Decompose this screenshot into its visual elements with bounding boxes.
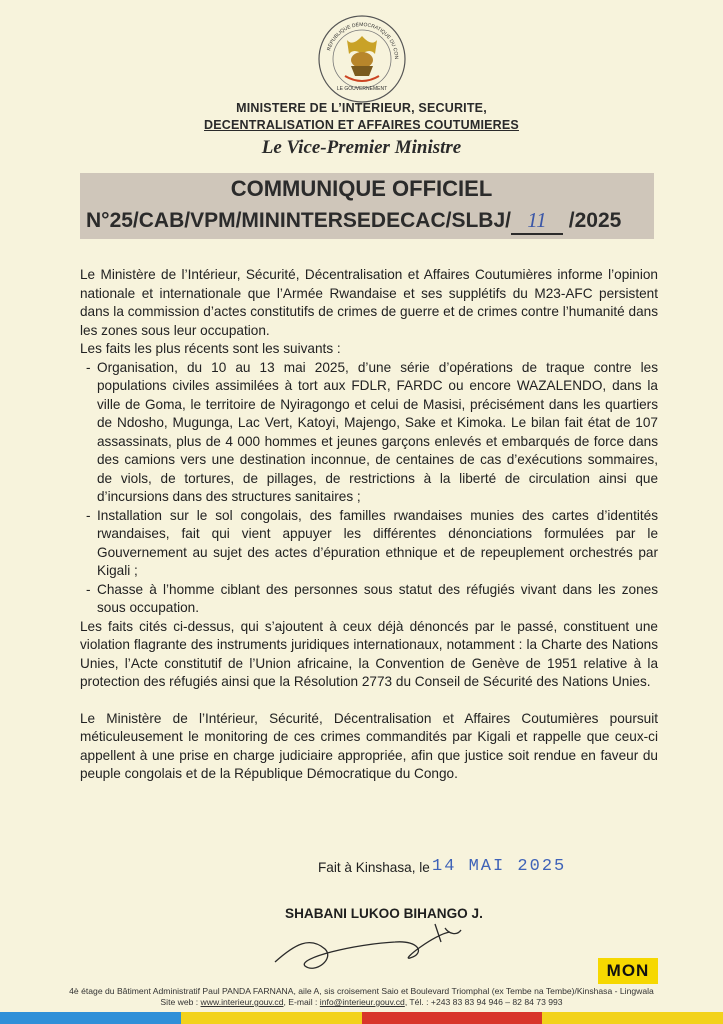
flag-color-bar bbox=[0, 1012, 723, 1024]
email-label: , E-mail : bbox=[283, 997, 320, 1007]
document-title: COMMUNIQUE OFFICIEL bbox=[230, 176, 493, 201]
svg-text:LE GOUVERNEMENT: LE GOUVERNEMENT bbox=[336, 86, 388, 92]
document-reference bbox=[86, 208, 656, 235]
svg-text:RÉPUBLIQUE DÉMOCRATIQUE DU CON: RÉPUBLIQUE DÉMOCRATIQUE DU CON bbox=[326, 21, 400, 60]
date-stamp: 14 MAI 2025 bbox=[432, 857, 567, 876]
reference-number-handwritten: 11 bbox=[511, 208, 563, 235]
conclusion-paragraph: Le Ministère de l’Intérieur, Sécurité, Décentralisation et Affaires Coutumières poursuit méticuleusement le monitoring de ces crimes commandités par Kigali et rappelle que ceux-ci appellent à une prise en charge judiciaire appropriée, afin que justice soit rendue en faveur du peuple congolais et de la République Démocratique du Congo. bbox=[80, 710, 658, 781]
facts-heading: Les faits les plus récents sont les suivants : bbox=[80, 341, 341, 356]
signatory-name: SHABANI LUKOO BIHANGO J. bbox=[285, 906, 483, 921]
handwritten-signature bbox=[235, 914, 515, 984]
flag-red-segment bbox=[362, 1012, 543, 1024]
reference-suffix: /2025 bbox=[562, 209, 622, 232]
flag-yellow-segment bbox=[181, 1012, 362, 1024]
ministry-name-line1: MINISTERE DE L’INTERIEUR, SECURITE, bbox=[236, 101, 487, 115]
email-link[interactable]: info@interieur.gouv.cd bbox=[319, 997, 405, 1007]
phone-numbers: , Tél. : +243 83 83 94 946 – 82 84 73 993 bbox=[404, 997, 563, 1007]
seal-bottom-text bbox=[0, 0, 1, 1]
seal-top-text bbox=[0, 0, 1, 1]
ministry-name-line2: DECENTRALISATION ET AFFAIRES COUTUMIERES bbox=[204, 118, 519, 132]
communique-body bbox=[80, 266, 658, 784]
place-line: Fait à Kinshasa, le bbox=[318, 860, 430, 875]
fact-item: - Organisation, du 10 au 13 mai 2025, d’une série d’opérations de traque contre les populations civiles assimilées à tort aux FDLR, FARDC ou encore WAZALENDO, dans la ville de Goma, le territoire de Nyiragongo et celui de Masisi, précisément dans les quartiers de Ndosho, Mugunga, Lac Vert, Katoyi, Majengo, Sake et Kimoka. Le bilan fait état de 107 assassinats, plus de 4 000 hommes et jeunes garçons enlevés et embarqués de force dans des camions vers une destination inconnue, de centaines de cas d’exécutions sommaires, de viols, de tortures, de pillages, de restrictions à la liberté de circulation ainsi que d’incursions dans des structures sanitaires ; bbox=[80, 359, 658, 507]
fact-item: - Chasse à l’homme ciblant des personnes sous statut des réfugiés vivant dans les zones sous occupation. bbox=[80, 581, 658, 618]
intro-paragraph: Le Ministère de l’Intérieur, Sécurité, Décentralisation et Affaires Coutumières informe l’opinion nationale et internationale que l’Armée Rwandaise et ses supplétifs du M23-AFC persistent dans la commission d’actes constitutifs de crimes de guerre et de crimes contre l’humanité dans les zones sous leur occupation. bbox=[80, 267, 658, 338]
flag-yellow-segment bbox=[542, 1012, 723, 1024]
fact-item: - Installation sur le sol congolais, des familles rwandaises munies des cartes d’identités rwandaises, fait qui vient appuyer les différentes dénonciations formulées par le Gouvernement au sujet des actes d’épuration ethnique et de repeuplement orchestrés par Kigali ; bbox=[80, 507, 658, 581]
flag-blue-segment bbox=[0, 1012, 181, 1024]
violation-paragraph: Les faits cités ci-dessus, qui s’ajoutent à ceux déjà dénoncés par le passé, constituent une violation flagrante des instruments juridiques internationaux, notamment : la Charte des Nations Unies, l’Acte constitutif de l’Union africaine, la Convention de Genève de 1951 relative à la protection des réfugiés ainsi que la Résolution 2773 du Conseil de Sécurité des Nations Unies. bbox=[80, 618, 658, 689]
watermark-badge: MON bbox=[598, 958, 658, 984]
website-link[interactable]: www.interieur.gouv.cd bbox=[200, 997, 284, 1007]
site-label: Site web : bbox=[160, 997, 201, 1007]
reference-prefix: N°25/CAB/VPM/MININTERSEDECAC/SLBJ/ bbox=[86, 209, 511, 232]
coat-of-arms-seal bbox=[317, 14, 407, 104]
footer-address: 4è étage du Bâtiment Administratif Paul PANDA FARNANA, aile A, sis croisement Saio et Boulevard Triomphal (ex Tembe na Tembe)/Kinshasa - Lingwala bbox=[69, 986, 654, 996]
footer-contacts bbox=[0, 997, 723, 1007]
facts-list bbox=[80, 359, 658, 618]
office-title: Le Vice-Premier Ministre bbox=[261, 137, 462, 158]
